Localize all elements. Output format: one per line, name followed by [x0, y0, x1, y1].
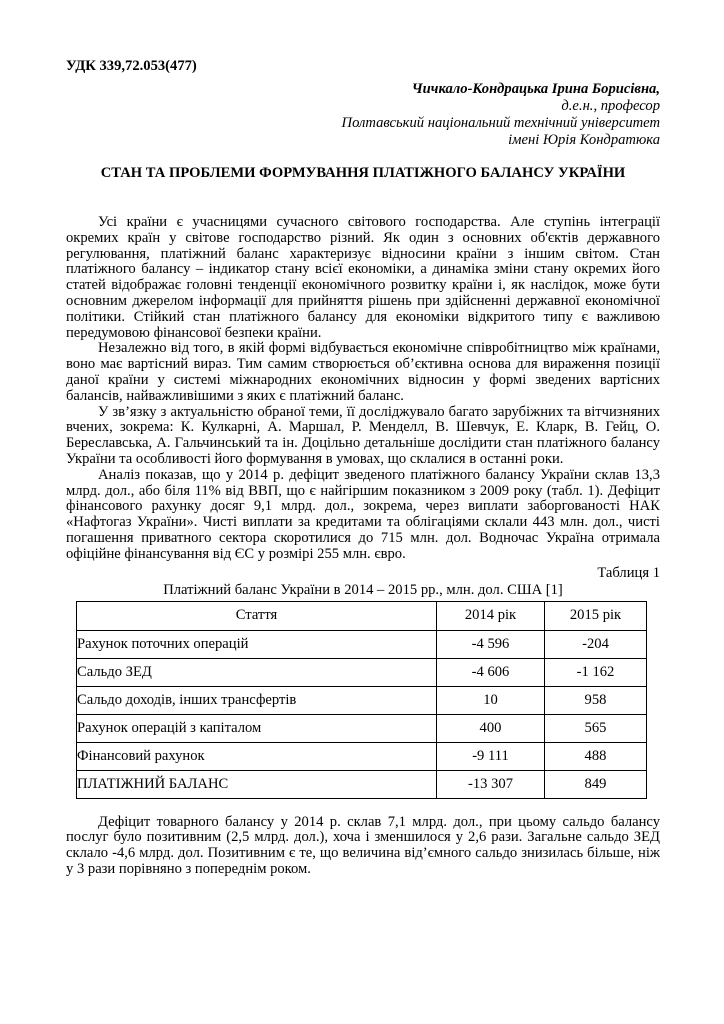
row-value-2014: 10: [437, 686, 545, 714]
author-block: [66, 81, 660, 149]
row-value-2015: -1 162: [545, 658, 647, 686]
table-row: [77, 686, 647, 714]
row-article: Сальдо доходів, інших трансфертів: [77, 686, 437, 714]
table-header-2015: 2015 рік: [545, 601, 647, 630]
balance-of-payments-table: [76, 601, 647, 799]
table-row: [77, 658, 647, 686]
table-row: [77, 714, 647, 742]
row-value-2014: 400: [437, 714, 545, 742]
table-row: [77, 630, 647, 658]
row-value-2014: -4 606: [437, 658, 545, 686]
row-value-2015: 958: [545, 686, 647, 714]
row-value-2014: -4 596: [437, 630, 545, 658]
row-article: Рахунок поточних операцій: [77, 630, 437, 658]
paragraph-analysis-2014: Аналіз показав, що у 2014 р. дефіцит зведеного платіжного балансу України склав 13,3 млрд. дол., або біля 11% від ВВП, що є найгіршим показником з 2009 року (табл. 1). Дефіцит фінансового рахунку досяг 9,1 млрд. дол., зокрема, через виплати заборгованості НАК «Нафтогаз України». Чисті виплати за кредитами та облігаціями склали 443 млн. дол., чисті погашення приватного сектора скоротилися до 715 млн. дол. Водночас Україна отримала офіційне фінансування від ЄС у розмірі 255 млн. євро.: [66, 466, 660, 562]
row-article: Фінансовий рахунок: [77, 742, 437, 770]
table-header-row: [77, 601, 647, 630]
author-university-line-1: Полтавський національний технічний університет: [341, 115, 660, 131]
table-row-total: [77, 770, 647, 798]
row-value-2015: -204: [545, 630, 647, 658]
row-article: Сальдо ЗЕД: [77, 658, 437, 686]
row-value-2014: -13 307: [437, 770, 545, 798]
row-article: ПЛАТІЖНИЙ БАЛАНС: [77, 770, 437, 798]
row-value-2014: -9 111: [437, 742, 545, 770]
author-university-line-2: імені Юрія Кондратюка: [508, 132, 660, 148]
row-value-2015: 849: [545, 770, 647, 798]
table-label: Таблиця 1: [597, 564, 660, 581]
table-header-2014: 2014 рік: [437, 601, 545, 630]
paragraph-intro: Усі країни є учасницями сучасного світового господарства. Але ступінь інтеграції окремих країн у світове господарство різний. Як один з основних об'єктів державного регулювання, платіжний баланс характеризує відносини країни з іншим світом. Стан платіжного балансу – індикатор стану всієї економіки, а динаміка зміни стану окремих його статей відображає головні тенденції економічного розвитку країни і, як наслідок, може бути основним джерелом інформації для прийняття рішень при здійсненні державної економічної політики. Стійкий стан платіжного балансу для економіки відкритого типу є важливою передумовою фінансової безпеки країни.: [66, 214, 660, 341]
row-value-2015: 488: [545, 742, 647, 770]
paragraph-cooperation: Незалежно від того, в якій формі відбувається економічне співробітництво між країнами, воно має вартісний вираз. Тим самим створюється об’єктивна основа для вираження позиції даної країни у системі міжнародних економічних відносин у формі зведених вартісних балансів, найважливішими з яких є платіжний баланс.: [66, 340, 660, 404]
table-caption: Платіжний баланс України в 2014 – 2015 рр., млн. дол. США [1]: [163, 581, 563, 598]
udc-code: УДК 339,72.053(477): [66, 58, 197, 74]
table-row: [77, 742, 647, 770]
author-name: Чичкало-Кондрацька Ірина Борисівна,: [411, 81, 660, 97]
row-value-2015: 565: [545, 714, 647, 742]
paragraph-researchers: У зв’язку з актуальністю обраної теми, її досліджувало багато зарубіжних та вітчизняних вчених, зокрема: К. Кулкарні, А. Маршал, Р. Менделл, В. Шевчук, Е. Кларк, В. Гейц, О. Береславська, А. Гальчинський та ін. Доцільно детальніше дослідити стан платіжного балансу України та особливості його формування в умовах, що склалися в останні роки.: [66, 403, 660, 467]
row-article: Рахунок операцій з капіталом: [77, 714, 437, 742]
paragraph-trade-deficit: Дефіцит товарного балансу у 2014 р. склав 7,1 млрд. дол., при цьому сальдо балансу послуг було позитивним (2,5 млрд. дол.), хоча і зменшилося у 2,6 рази. Загальне сальдо ЗЕД склало -4,6 млрд. дол. Позитивним є те, що величина від’ємного сальдо знизилась більше, ніж у 3 рази порівняно з попереднім роком.: [66, 813, 660, 877]
author-degree: д.е.н., професор: [561, 98, 660, 114]
article-title: СТАН ТА ПРОБЛЕМИ ФОРМУВАННЯ ПЛАТІЖНОГО БАЛАНСУ УКРАЇНИ: [100, 165, 626, 181]
table-header-article: Стаття: [77, 601, 437, 630]
